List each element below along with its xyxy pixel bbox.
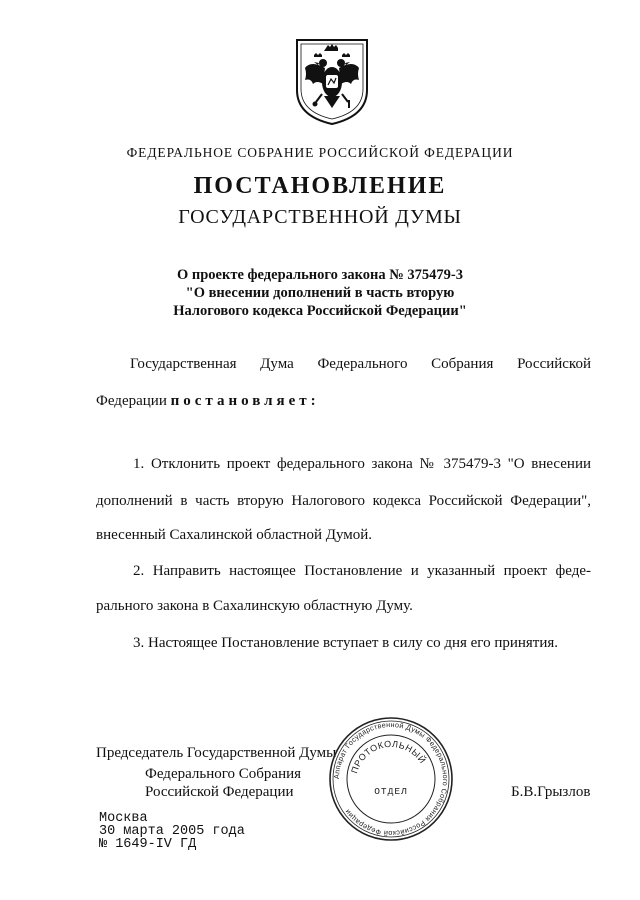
item-1-line: 1. Отклонить проект федерального закона № 375479-3 "О внесении (133, 456, 591, 472)
organization-header: ФЕДЕРАЛЬНОЕ СОБРАНИЕ РОССИЙСКОЙ ФЕДЕРАЦИИ (126, 145, 514, 160)
preamble-line (96, 393, 591, 410)
svg-text:Аппарат Государственной Думы Ф (332, 720, 450, 838)
item-3-line: 3. Настоящее Постановление вступает в силу со дня его принятия. (133, 635, 559, 651)
subject-line: О проекте федерального закона № 375479-3 (176, 267, 464, 283)
issue-date: 30 марта 2005 года (99, 824, 245, 839)
subject-line: Налогового кодекса Российской Федерации" (173, 303, 467, 319)
issue-city: Москва (99, 811, 148, 826)
svg-text:ПРОТОКОЛЬНЫЙ (349, 739, 429, 775)
stamp-arc-text: ПРОТОКОЛЬНЫЙ (349, 738, 428, 775)
preamble-line: Государственная Дума Федерального Собрания Российской (130, 356, 591, 372)
subject-line: "О внесении дополнений в часть вторую (185, 285, 455, 301)
item-1-line: дополнений в часть вторую Налогового кодекса Российской Федерации", (96, 493, 591, 509)
signatory-title-line: Российской Федерации (145, 784, 294, 800)
document-subtitle: ГОСУДАРСТВЕННОЙ ДУМЫ (178, 206, 462, 228)
coat-of-arms-icon (293, 38, 371, 126)
signatory-name: Б.В.Грызлов (511, 784, 591, 800)
stamp-icon (326, 714, 456, 844)
signatory-title-line: Председатель Государственной Думы (96, 745, 337, 761)
document-subject (0, 266, 640, 320)
preamble-text: Федерации (96, 393, 167, 409)
item-2-line: рального закона в Сахалинскую областную Думу. (96, 598, 413, 614)
document-title: ПОСТАНОВЛЕНИЕ (193, 173, 447, 199)
signatory-title-line: Федерального Собрания (145, 766, 302, 782)
stamp-ring-text: Аппарат Государственной Думы Федерального Собрания Российской Федерации (331, 719, 451, 839)
stamp-center-text: ОТДЕЛ (374, 786, 408, 797)
resolves-word: постановляет: (170, 393, 320, 409)
item-1-line: внесенный Сахалинской областной Думой. (96, 527, 373, 543)
document-number: № 1649-IV ГД (99, 837, 197, 852)
item-2-line: 2. Направить настоящее Постановление и указанный проект феде- (133, 563, 591, 579)
